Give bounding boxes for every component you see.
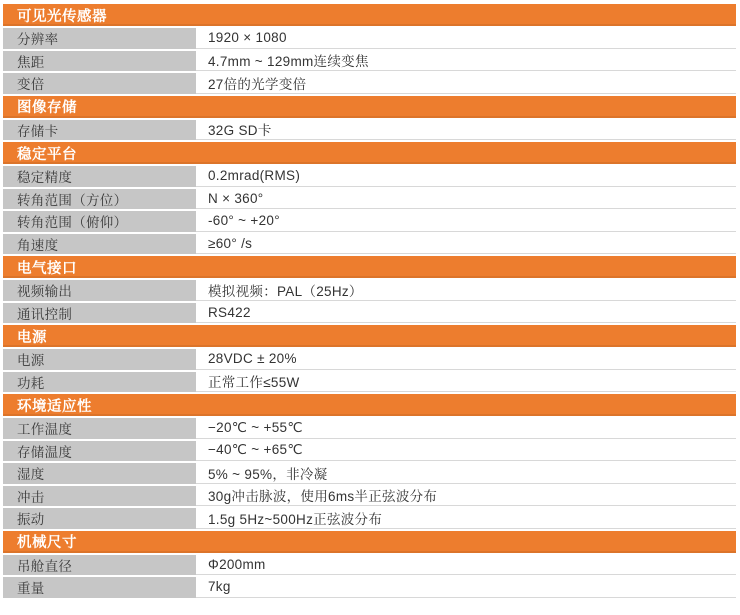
spec-label: 视频输出 [3, 280, 196, 301]
spec-value: −20℃ ~ +55℃ [196, 418, 736, 439]
spec-label: 存储温度 [3, 441, 196, 462]
spec-value: 1.5g 5Hz~500Hz正弦波分布 [196, 508, 736, 529]
section-header [3, 142, 736, 164]
spec-label: 通讯控制 [3, 303, 196, 324]
spec-value: 32G SD卡 [196, 120, 736, 141]
spec-row [3, 120, 736, 141]
spec-label: 重量 [3, 577, 196, 598]
section-header [3, 256, 736, 278]
spec-value: 4.7mm ~ 129mm连续变焦 [196, 51, 736, 72]
spec-row [3, 51, 736, 72]
spec-row [3, 211, 736, 232]
spec-label: 湿度 [3, 463, 196, 484]
spec-label: 焦距 [3, 51, 196, 72]
spec-row [3, 28, 736, 49]
section-header [3, 4, 736, 26]
spec-label: 冲击 [3, 486, 196, 507]
spec-row [3, 555, 736, 576]
spec-row [3, 73, 736, 94]
spec-value: −40℃ ~ +65℃ [196, 441, 736, 462]
spec-label: 存储卡 [3, 120, 196, 141]
spec-table [3, 4, 736, 598]
spec-label: 转角范围（俯仰） [3, 211, 196, 232]
spec-value: ≥60° /s [196, 234, 736, 255]
section-title: 环境适应性 [17, 398, 92, 415]
section-title: 机械尺寸 [17, 535, 77, 551]
spec-label: 变倍 [3, 73, 196, 94]
spec-row [3, 349, 736, 370]
spec-row [3, 441, 736, 462]
spec-value: 27倍的光学变倍 [196, 73, 736, 94]
spec-value: 28VDC ± 20% [196, 349, 736, 370]
spec-label: 功耗 [3, 372, 196, 393]
spec-label: 稳定精度 [3, 166, 196, 187]
spec-value: N × 360° [196, 189, 736, 210]
spec-value: 模拟视频：PAL（25Hz） [196, 280, 736, 301]
spec-row [3, 463, 736, 484]
spec-row [3, 234, 736, 255]
spec-value: 0.2mrad(RMS) [196, 166, 736, 187]
spec-value: 正常工作≤55W [196, 372, 736, 393]
spec-value: 5% ~ 95%，非冷凝 [196, 463, 736, 484]
spec-label: 工作温度 [3, 418, 196, 439]
spec-label: 转角范围（方位） [3, 189, 196, 210]
spec-label: 角速度 [3, 234, 196, 255]
spec-value: RS422 [196, 303, 736, 324]
section-header [3, 394, 736, 416]
spec-value: -60° ~ +20° [196, 211, 736, 232]
spec-label: 吊舱直径 [3, 555, 196, 576]
section-header [3, 325, 736, 347]
spec-row [3, 372, 736, 393]
spec-row [3, 280, 736, 301]
section-title: 稳定平台 [17, 146, 77, 163]
section-title: 可见光传感器 [17, 8, 107, 25]
spec-row [3, 303, 736, 324]
section-header [3, 531, 736, 553]
section-title: 电气接口 [17, 260, 77, 277]
spec-row [3, 189, 736, 210]
spec-row [3, 486, 736, 507]
spec-label: 振动 [3, 508, 196, 529]
spec-value: 30g冲击脉波，使用6ms半正弦波分布 [196, 486, 736, 507]
spec-value: 1920 × 1080 [196, 28, 736, 49]
spec-row [3, 508, 736, 529]
spec-row [3, 418, 736, 439]
spec-row [3, 166, 736, 187]
section-title: 图像存储 [17, 100, 77, 116]
spec-value: Φ200mm [196, 555, 736, 576]
spec-label: 分辨率 [3, 28, 196, 49]
section-header [3, 96, 736, 118]
spec-row [3, 577, 736, 598]
spec-value: 7kg [196, 577, 736, 598]
spec-label: 电源 [3, 349, 196, 370]
section-title: 电源 [17, 329, 47, 346]
